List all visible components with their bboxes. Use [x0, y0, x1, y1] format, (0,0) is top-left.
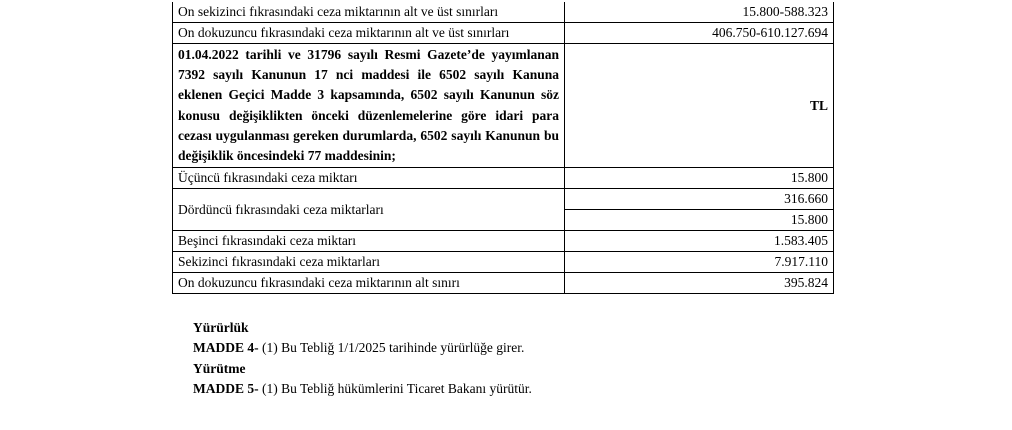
row-value: 15.800-588.323 [565, 2, 834, 23]
row-label: Beşinci fıkrasındaki ceza miktarı [173, 231, 565, 252]
table-row [173, 2, 834, 23]
row-label: Üçüncü fıkrasındaki ceza miktarı [173, 168, 565, 189]
section-heading-yururluk: Yürürlük [193, 320, 249, 335]
article-5-text: (1) Bu Tebliğ hükümlerini Ticaret Bakanı yürütür. [258, 380, 532, 396]
penalty-table [172, 2, 834, 294]
row-value: 15.800 [565, 210, 834, 231]
row-value: 15.800 [565, 168, 834, 189]
article-5-label: MADDE 5- [193, 380, 259, 396]
articles-section [193, 318, 532, 399]
section-heading-yurutme: Yürütme [193, 360, 246, 376]
table-row [173, 44, 834, 168]
row-value: 316.660 [565, 189, 834, 210]
row-value: 1.583.405 [565, 231, 834, 252]
table-row [173, 273, 834, 294]
article-4 [193, 338, 532, 358]
row-label: Dördüncü fıkrasındaki ceza miktarları [173, 189, 565, 231]
table-row [173, 23, 834, 44]
table-row [173, 168, 834, 189]
table-row [173, 189, 834, 210]
row-label: Sekizinci fıkrasındaki ceza miktarları [173, 252, 565, 273]
article-5 [193, 379, 532, 399]
row-value: 406.750-610.127.694 [565, 23, 834, 44]
row-value: 395.824 [565, 273, 834, 294]
table-row [173, 252, 834, 273]
row-value: 7.917.110 [565, 252, 834, 273]
table-row [173, 231, 834, 252]
article-4-label: MADDE 4- [193, 340, 259, 356]
transitional-provision-text: 01.04.2022 tarihli ve 31796 sayılı Resmi Gazete’de yayımlanan 7392 sayılı Kanunun 17 nci maddesi ile 6502 sayılı Kanuna eklenen Geçici Madde 3 kapsamında, 6502 sayılı Kanunun söz konusu değişiklikten önceki düzenlemelerine göre idari para cezası uygulanması gereken durumlarda, 6502 sayılı Kanunun bu değişiklik öncesindeki 77 maddesinin; [173, 44, 565, 168]
row-label: On sekizinci fıkrasındaki ceza miktarının alt ve üst sınırları [173, 2, 565, 23]
currency-unit: TL [565, 44, 834, 168]
row-label: On dokuzuncu fıkrasındaki ceza miktarının alt sınırı [173, 273, 565, 294]
article-4-text: (1) Bu Tebliğ 1/1/2025 tarihinde yürürlüğe girer. [258, 340, 525, 356]
row-label: On dokuzuncu fıkrasındaki ceza miktarının alt ve üst sınırları [173, 23, 565, 44]
